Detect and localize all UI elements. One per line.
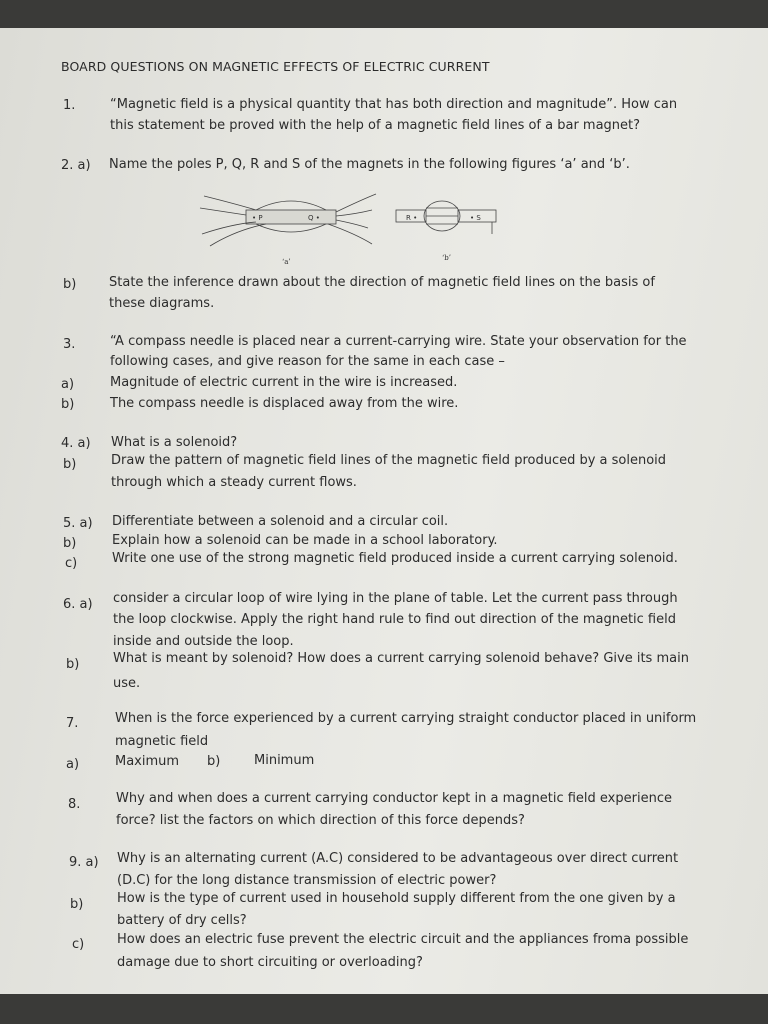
bar-magnet-figure-a	[200, 194, 376, 246]
document-page	[0, 28, 768, 994]
question-text: Write one use of the strong magnetic field produced inside a current carrying solenoid.	[112, 551, 678, 566]
question-number: b)	[66, 657, 80, 672]
figure-b-caption: ‘b’	[442, 254, 451, 262]
question-number: b)	[63, 536, 77, 551]
option-text: Maximum	[115, 754, 180, 769]
question-text: force? list the factors on which direction of this force depends?	[116, 813, 525, 828]
question-number: 5. a)	[63, 516, 93, 531]
question-text: following cases, and give reason for the same in each case –	[110, 354, 505, 369]
question-text: State the inference drawn about the direction of magnetic field lines on the basis of	[109, 275, 655, 290]
question-number: b)	[61, 397, 75, 412]
option-text: Minimum	[254, 753, 315, 768]
question-number: a)	[66, 757, 80, 772]
question-number: b)	[63, 457, 77, 472]
question-number: 2. a)	[61, 158, 91, 173]
question-text: these diagrams.	[109, 296, 215, 311]
question-text: damage due to short circuiting or overloading?	[117, 955, 423, 970]
question-text: this statement be proved with the help of a magnetic field lines of a bar magnet?	[110, 118, 641, 133]
question-number: 1.	[63, 98, 76, 113]
question-text: When is the force experienced by a current carrying straight conductor placed in uniform	[115, 711, 697, 726]
question-text: Why is an alternating current (A.C) considered to be advantageous over direct current	[117, 851, 679, 866]
question-text: How does an electric fuse prevent the electric circuit and the appliances froma possible	[117, 932, 689, 947]
question-text: What is a solenoid?	[111, 435, 238, 450]
question-text: “A compass needle is placed near a current-carrying wire. State your observation for the	[110, 334, 687, 349]
question-number: b)	[207, 754, 221, 769]
pole-p-label: • P	[252, 214, 263, 222]
question-text: magnetic field	[115, 734, 209, 749]
question-text: Magnitude of electric current in the wire is increased.	[110, 375, 458, 390]
question-number: 6. a)	[63, 597, 93, 612]
question-number: 3.	[63, 337, 76, 352]
question-number: c)	[72, 937, 85, 952]
question-text: inside and outside the loop.	[113, 634, 294, 649]
question-text: consider a circular loop of wire lying in the plane of table. Let the current pass through	[113, 591, 678, 606]
question-text: How is the type of current used in household supply different from the one given by a	[117, 891, 676, 906]
question-number: c)	[65, 556, 78, 571]
question-number: 8.	[68, 797, 81, 812]
question-text: through which a steady current flows.	[111, 475, 357, 490]
figure-a-caption: ‘a’	[282, 258, 291, 266]
question-number: 4. a)	[61, 436, 91, 451]
question-text: Why and when does a current carrying conductor kept in a magnetic field experience	[116, 791, 672, 806]
question-number: b)	[70, 897, 84, 912]
pole-s-label: • S	[470, 214, 481, 222]
question-text: Name the poles P, Q, R and S of the magnets in the following figures ‘a’ and ‘b’.	[109, 157, 630, 172]
question-text: “Magnetic field is a physical quantity that has both direction and magnitude”. How can	[110, 97, 678, 112]
question-text: Differentiate between a solenoid and a circular coil.	[112, 514, 449, 529]
magnet-field-diagram	[196, 190, 498, 268]
question-text: use.	[113, 676, 141, 691]
question-number: 7.	[66, 716, 79, 731]
page-title: BOARD QUESTIONS ON MAGNETIC EFFECTS OF ELECTRIC CURRENT	[61, 59, 490, 74]
pole-r-label: R •	[406, 214, 418, 222]
question-text: (D.C) for the long distance transmission of electric power?	[117, 873, 497, 888]
question-text: What is meant by solenoid? How does a current carrying solenoid behave? Give its main	[113, 651, 689, 666]
question-text: the loop clockwise. Apply the right hand rule to find out direction of the magnetic field	[113, 612, 676, 627]
question-text: Explain how a solenoid can be made in a school laboratory.	[112, 533, 498, 548]
question-text: Draw the pattern of magnetic field lines of the magnetic field produced by a solenoid	[111, 453, 667, 468]
question-number: b)	[63, 277, 77, 292]
question-text: The compass needle is displaced away from the wire.	[110, 396, 459, 411]
question-number: a)	[61, 377, 75, 392]
question-text: battery of dry cells?	[117, 913, 247, 928]
pole-q-label: Q •	[308, 214, 320, 222]
question-number: 9. a)	[69, 855, 99, 870]
